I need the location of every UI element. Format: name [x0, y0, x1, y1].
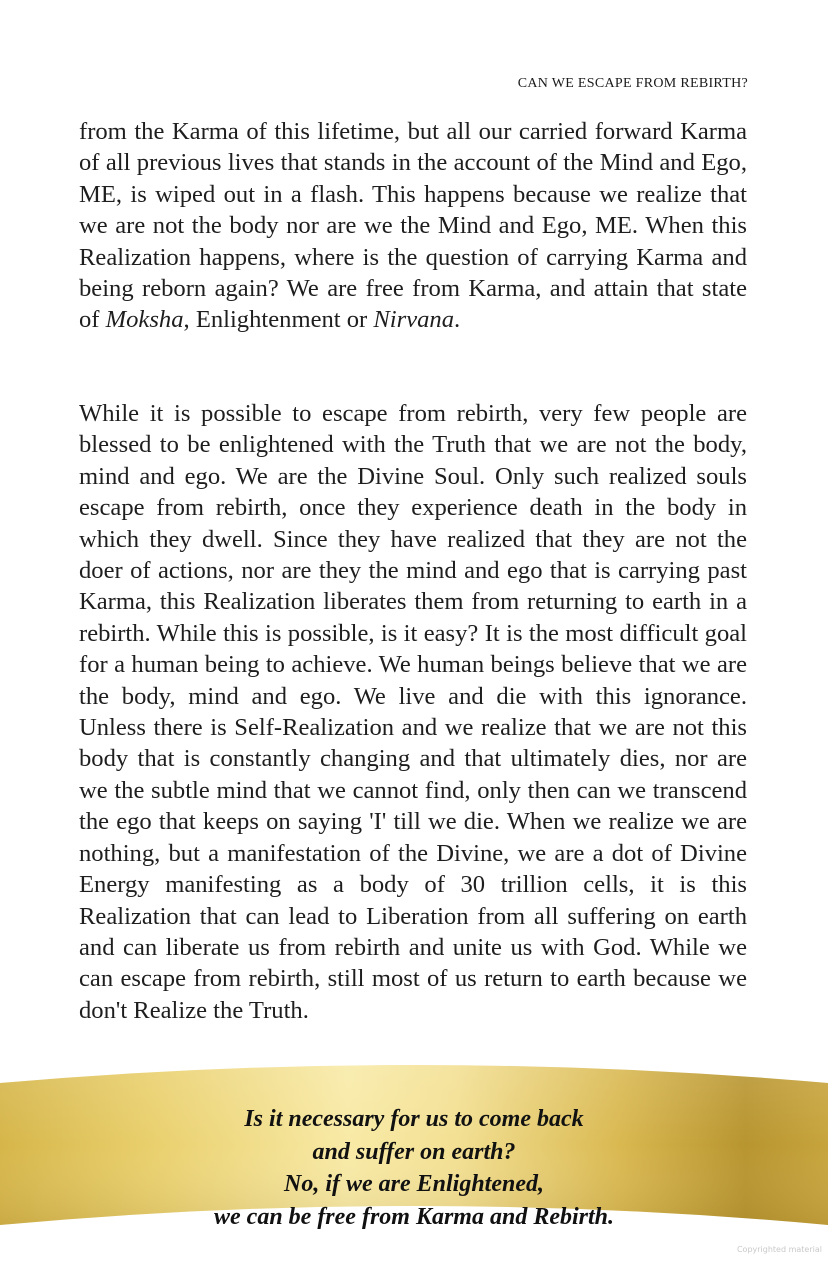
- para-1-text-c: .: [454, 306, 461, 334]
- callout-text: [0, 1103, 828, 1233]
- callout-line-3: No, if we are Enlightened,: [283, 1171, 544, 1197]
- body-paragraph-1: [79, 116, 747, 336]
- callout-line-2: and suffer on earth?: [312, 1138, 516, 1165]
- gold-callout-banner: [0, 1055, 828, 1280]
- body-paragraph-2: While it is possible to escape from rebirth, very few people are blessed to be enlightened with the Truth that we are not the body, mind and ego. We are the Divine Soul. Only such realized souls escape from rebirth, once they experience death in the body in which they dwell. Since they have realized that they are not the doer of actions, nor are they the mind and ego that is carrying past Karma, this Realization liberates them from returning to earth in a rebirth. While this is possible, is it easy? It is the most difficult goal for a human being to achieve. We human beings believe that we are the body, mind and ego. We live and die with this ignorance. Unless there is Self-Realization and we realize that we are not this body that is constantly changing and that ultimately dies, nor are we the subtle mind that we cannot find, only then can we transcend the ego that keeps on saying 'I' till we die. When we realize we are nothing, but a manifestation of the Divine, we are a dot of Divine Energy manifesting as a body of 30 trillion cells, it is this Realization that can lead to Liberation from all suffering on earth and can liberate us from rebirth and unite us with God. While we can escape from rebirth, still most of us return to earth because we don't Realize the Truth.: [79, 400, 747, 1024]
- para-1-italic-nirvana: Nirvana: [373, 306, 455, 334]
- para-1-text-b: , Enlightenment or: [183, 306, 374, 334]
- running-header: CAN WE ESCAPE FROM REBIRTH?: [517, 76, 748, 91]
- copyright-watermark: Copyrighted material: [736, 1245, 822, 1254]
- callout-line-4: we can be free from Karma and Rebirth.: [214, 1203, 614, 1230]
- callout-line-1: Is it necessary for us to come back: [244, 1106, 584, 1132]
- para-1-text-a: from the Karma of this lifetime, but all our carried forward Karma of all previous lives that stands in the account of the Mind and Ego, ME, is wiped out in a flash. This happens because we realize that we are not the body nor are we the Mind and Ego, ME. When this Realization happens, where is the question of carrying Karma and being reborn again? We are free from Karma, and attain that state of: [79, 118, 747, 334]
- para-1-italic-moksha: Moksha: [105, 306, 184, 334]
